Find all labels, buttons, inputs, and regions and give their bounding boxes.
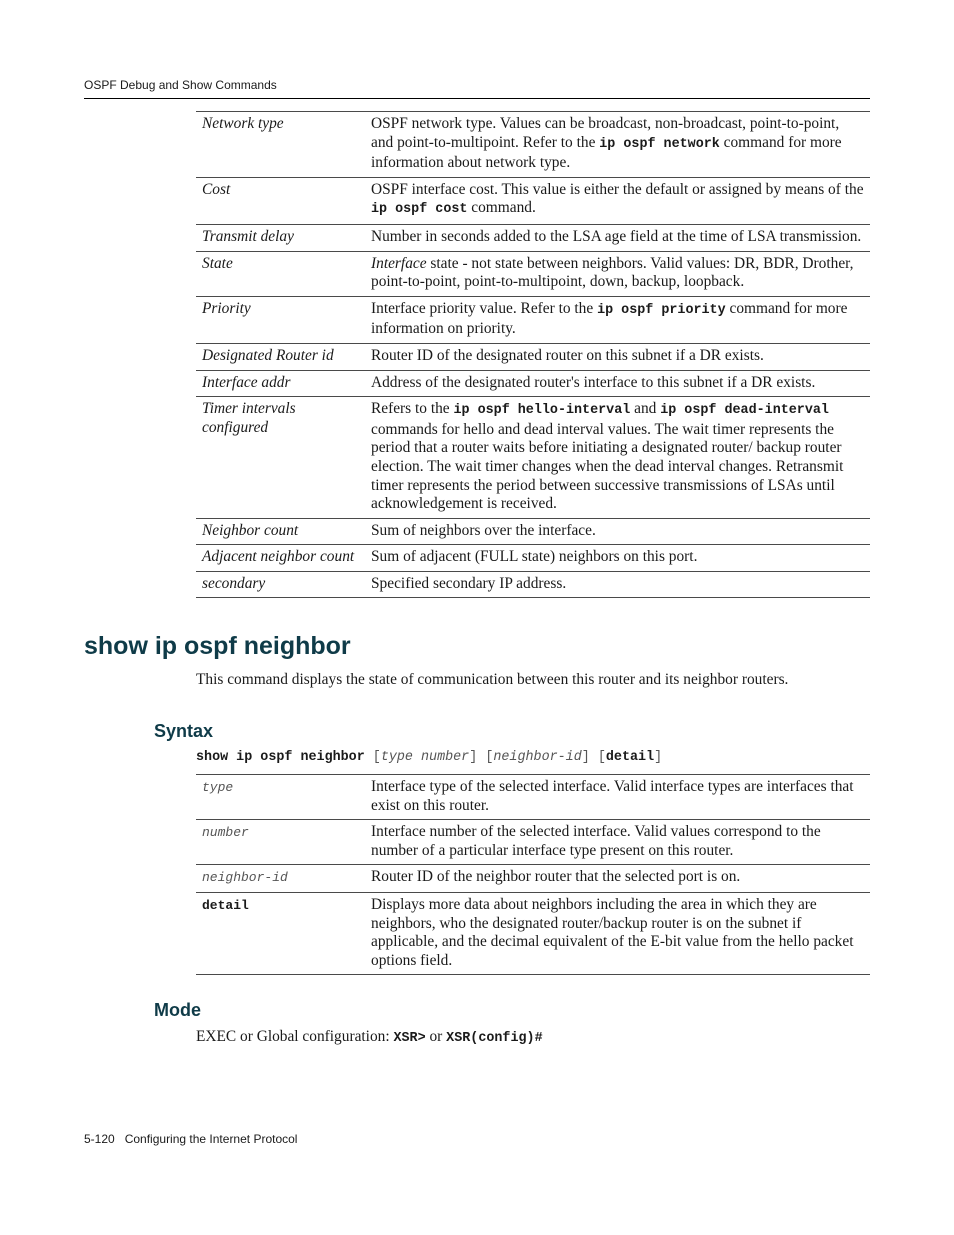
bracket: ]: [581, 750, 590, 765]
prompt-code: XSR>: [393, 1031, 426, 1046]
command-code: ip ospf dead-interval: [660, 403, 829, 419]
param-name: neighbor-id: [202, 870, 288, 886]
table-row: [196, 224, 870, 251]
field-description: Specified secondary IP address.: [371, 574, 567, 592]
command-code: ip ospf cost: [371, 202, 468, 218]
syntax-param: type number: [380, 750, 470, 765]
bracket: [: [477, 750, 494, 765]
table-row: [196, 865, 870, 893]
syntax-param: neighbor-id: [493, 750, 582, 765]
param-term: [196, 820, 365, 865]
desc-text: state - not state between neighbors. Valid values: DR, BDR, Drother, point-to-point, point-to-multipoint, down, backup, loopback.: [371, 254, 854, 291]
page-number: 5-120: [84, 1132, 115, 1146]
output-fields-table: [196, 111, 870, 598]
desc-text: OSPF interface cost. This value is either the default or assigned by means of the: [371, 180, 864, 198]
table-row: [196, 343, 870, 370]
param-term: [196, 892, 365, 974]
mode-label: EXEC or Global configuration:: [196, 1028, 394, 1045]
syntax-params-table: [196, 774, 870, 975]
table-row: [196, 892, 870, 974]
command-code: ip ospf priority: [597, 302, 726, 318]
field-term: Neighbor count: [202, 521, 299, 539]
section-intro: This command displays the state of communication between this router and its neighbor routers.: [196, 671, 789, 688]
command-code: ip ospf hello-interval: [453, 403, 631, 419]
param-term: [196, 775, 365, 820]
param-term: [196, 865, 365, 893]
syntax-heading: Syntax: [154, 721, 214, 741]
param-description: Router ID of the neighbor router that the selected port is on.: [371, 868, 741, 886]
header-rule: [84, 98, 870, 99]
table-row: [196, 296, 870, 343]
desc-text: commands for hello and dead interval values. The wait timer represents the period that a router waits before initiating a designated router/ backup router election. The wait timer changes when the dead interval changes. Retransmit timer represents the period between successive transmissions of LSAs until acknowledgement is received.: [371, 420, 844, 513]
field-term: State: [202, 254, 233, 272]
field-description: [365, 251, 870, 296]
desc-text: command for more information on priority.: [371, 299, 848, 338]
desc-text: Refers to the: [371, 400, 454, 418]
field-term: Network type: [202, 115, 284, 132]
param-name: detail: [202, 897, 249, 913]
desc-text: Interface priority value. Refer to the: [371, 299, 598, 317]
prompt-code: XSR(config)#: [446, 1031, 543, 1046]
mode-or: or: [425, 1028, 447, 1045]
table-row: [196, 545, 870, 572]
table-row: [196, 177, 870, 224]
table-row: [196, 571, 870, 598]
command-code: ip ospf network: [599, 136, 720, 152]
table-row: [196, 518, 870, 545]
field-description: Address of the designated router's interface to this subnet if a DR exists.: [371, 373, 816, 391]
bracket: [: [589, 750, 606, 765]
field-description: Router ID of the designated router on this subnet if a DR exists.: [371, 346, 764, 364]
field-term: Adjacent neighbor count: [202, 548, 355, 566]
desc-text: command for more information about network type.: [371, 133, 842, 172]
table-row: [196, 112, 870, 178]
param-description: Displays more data about neighbors including the area in which they are neighbors, who the designated router/backup router is on the subnet if applicable, and the decimal equivalent of the E-bit value from the hello packet options field.: [371, 895, 854, 969]
field-description: Number in seconds added to the LSA age field at the time of LSA transmission.: [371, 227, 862, 245]
desc-text: OSPF network type. Values can be broadcast, non-broadcast, point-to-point, and point-to-multipoint. Refer to the: [371, 115, 840, 151]
param-description: Interface number of the selected interface. Valid values correspond to the number of a particular interface type present on this router.: [371, 823, 821, 859]
section-title: show ip ospf neighbor: [84, 632, 351, 660]
field-description: [365, 296, 870, 343]
page-footer: [84, 1132, 297, 1146]
running-header: OSPF Debug and Show Commands: [84, 78, 277, 92]
field-description: [365, 112, 870, 178]
param-name: type: [202, 780, 234, 795]
param-description: Interface type of the selected interface. Valid interface types are interfaces that exist on this router.: [371, 778, 854, 814]
field-description: [365, 177, 870, 224]
chapter-title: Configuring the Internet Protocol: [124, 1132, 298, 1146]
mode-text: [196, 1028, 543, 1046]
syntax-command: show ip ospf neighbor: [196, 750, 365, 765]
field-description: Sum of neighbors over the interface.: [371, 521, 596, 539]
bracket: ]: [469, 750, 478, 765]
field-term: secondary: [202, 574, 266, 592]
desc-text: command.: [467, 199, 536, 217]
table-row: [196, 251, 870, 296]
field-term: Interface addr: [202, 373, 291, 391]
field-term: Priority: [202, 299, 251, 317]
field-description: Sum of adjacent (FULL state) neighbors on this port.: [371, 548, 698, 566]
table-row: [196, 370, 870, 397]
field-term: Timer intervals configured: [202, 400, 296, 436]
field-description: [365, 397, 870, 519]
field-term: Transmit delay: [202, 227, 294, 245]
table-row: [196, 397, 870, 519]
bracket: ]: [654, 750, 663, 765]
desc-italic: Interface: [371, 254, 427, 272]
table-row: [196, 775, 870, 820]
field-term: Cost: [202, 180, 231, 198]
param-name: number: [202, 825, 249, 841]
bracket: [: [364, 750, 381, 765]
syntax-param: detail: [605, 750, 655, 765]
field-term: Designated Router id: [202, 346, 334, 364]
desc-text: and: [630, 400, 661, 418]
syntax-command-line: [196, 750, 662, 765]
table-row: [196, 820, 870, 865]
mode-heading: Mode: [154, 1000, 201, 1020]
